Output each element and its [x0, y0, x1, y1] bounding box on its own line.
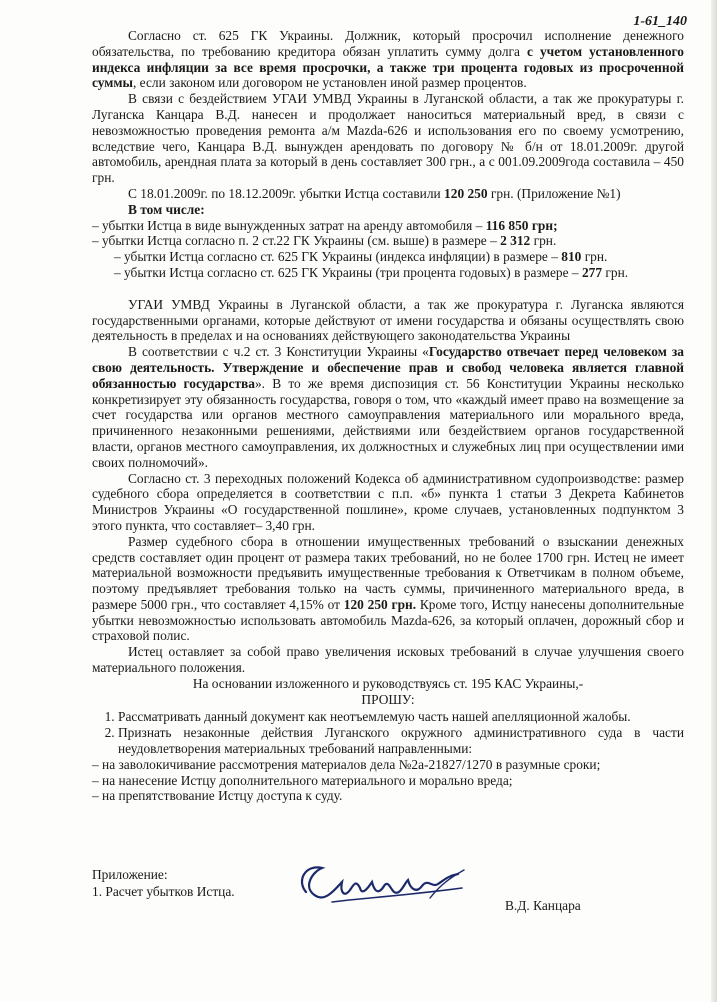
spacer	[92, 281, 684, 297]
bold-text: с учетом установленного индекса инфляции за все время просрочки, а также три процента годовых из просроченной суммы	[92, 43, 684, 91]
text-run: – убытки Истца согласно ст. 625 ГК Украины (индекса инфляции) в размере –	[114, 249, 562, 265]
amount: 120 250 грн.	[343, 596, 417, 612]
attachment-label: Приложение:	[92, 867, 168, 882]
paragraph-total-losses	[92, 186, 684, 202]
text-run: Согласно ст. 625 ГК Украины. Должник, который просрочил исполнение денежного обязательства, по требованию кредитора обязан уплатить сумму долга	[92, 28, 684, 59]
paragraph-art-625	[92, 28, 684, 91]
request-item: 2. Признать незаконные действия Луганского окружного административного суда в части неудовлетворения материальных требований направленными:	[118, 725, 684, 757]
page-number: 1-61_140	[633, 14, 687, 29]
including-heading: В том числе:	[128, 201, 205, 217]
text-run: – убытки Истца согласно ст. 625 ГК Украины (три процента годовых) в размере –	[114, 264, 582, 280]
amount: 116 850	[485, 217, 529, 233]
paragraph-court-fee: Согласно ст. 3 переходных положений Кодекса об административном судопроизводстве: размер судебного сбора определяется в соответствии с п.п. «б» пункта 1 статьи 3 Декрета Кабинетов Министров Украины «О государственной пошлине», кроме случаев, установленных подпунктом 3 этого пункта, что составляет– 3,40 грн.	[92, 470, 684, 533]
request-list	[92, 709, 684, 756]
basis-line: На основании изложенного и руководствуясь ст. 195 КАС Украины,-	[192, 675, 584, 691]
request-heading: ПРОШУ:	[361, 691, 415, 707]
text-run: грн;	[528, 217, 558, 233]
paragraph-damages: В связи с бездействием УГАИ УМВД Украины в Луганской области, а так же прокуратуры г. Луганска Канцара В.Д. нанесен и продолжает наноситься материальный вред, в связи с невозможностью проведения ремонта а/м Mazda-626 и использования его по своему усмотрению, вследствие чего, Канцара В.Д. вынужден арендовать по договору № б/н от 18.01.2009г. другой автомобиль, арендная плата за который в день составляет 300 грн., а с 001.09.2009года составила – 450 грн.	[92, 91, 684, 186]
text-run: – убытки Истца в виде вынужденных затрат на аренду автомобиля –	[92, 217, 486, 233]
paragraph-state-bodies: УГАИ УМВД Украины в Луганской области, а так же прокуратура г. Луганска являются государственными органами, которые действуют от имени государства и обязаны осуществлять свою деятельность в пределах и на основаниях действующего законодательства Украины	[92, 296, 684, 344]
amount: 277	[581, 264, 603, 280]
request-subitem: – на препятствование Истцу доступа к суду.	[92, 788, 343, 804]
loss-item-rent	[92, 218, 684, 234]
attachment-item: 1. Расчет убытков Истца.	[92, 884, 235, 899]
request-item: 1. Рассматривать данный документ как неотъемлемую часть нашей апелляционной жалобы.	[118, 709, 684, 725]
paragraph-reserve-right: Истец оставляет за собой право увеличения исковых требований в случае улучшения своего материального положения.	[92, 644, 684, 676]
amount: 2 312	[500, 233, 531, 249]
handwritten-signature	[292, 858, 477, 916]
text-run: , если законом или договором не установлен иной размер процентов.	[132, 75, 527, 91]
amount-total: 120 250	[444, 185, 488, 201]
paragraph-fee-amount	[92, 534, 684, 645]
amount: 810	[561, 249, 582, 265]
text-run: – убытки Истца согласно п. 2 ст.22 ГК Украины (см. выше) в размере –	[92, 233, 501, 249]
text-run: В соответствии с ч.2 ст. 3 Конституции Украины «	[128, 344, 429, 360]
bold-quote: Государство отвечает перед человеком за свою деятельность. Утверждение и обеспечение прав и свобод человека является главной обязанностью государства	[92, 344, 684, 391]
text-run: грн.	[530, 233, 557, 249]
document-body	[92, 28, 684, 804]
text-run: ». В то же время диспозиция ст. 56 Конституции Украины несколько конкретизирует эту обязанность государства, говоря о том, что «каждый имеет право на возмещение за счет государства или органов местного самоуправления материального или морального вреда, причиненного незаконными решениями, действиями или бездействием органов государственной власти, органов местного самоуправления, их должностных и служебных лиц при осуществлении ими своих полномочий».	[92, 375, 684, 470]
attachment-block	[92, 866, 235, 900]
signer-name: В.Д. Канцара	[505, 898, 581, 913]
scan-edge	[711, 0, 717, 1002]
loss-item-three-percent	[92, 265, 684, 281]
request-subitem: – на заволокичивание рассмотрения материалов дела №2а-21827/1270 в разумные сроки;	[92, 756, 601, 772]
text-run: грн.	[581, 249, 608, 265]
text-run: Размер судебного сбора в отношении имущественных требований о взыскании денежных средств составляет один процент от размера таких требований, но не более 1700 грн. Истец не имеет материальной возможности предъявить имущественные требования к Ответчикам в полном объеме, поэтому предъявляет требования только на часть суммы, причиненного материального вреда, в размере 5000 грн., что составляет 4,15% от	[92, 533, 684, 612]
text-run: Кроме того, Истцу нанесены дополнительные убытки невозможностью использовать автомобиль Mazda-626, за который оплачен, дорожный сбор и страховой полис.	[92, 596, 684, 644]
text-run: грн. (Приложение №1)	[487, 185, 621, 201]
loss-item-art22	[92, 233, 684, 249]
text-run: С 18.01.2009г. по 18.12.2009г. убытки Истца составили	[128, 185, 445, 201]
request-subitem: – на нанесение Истцу дополнительного материального и морально вреда;	[92, 772, 513, 788]
text-run: грн.	[602, 264, 629, 280]
loss-item-inflation	[92, 249, 684, 265]
paragraph-constitution	[92, 344, 684, 470]
